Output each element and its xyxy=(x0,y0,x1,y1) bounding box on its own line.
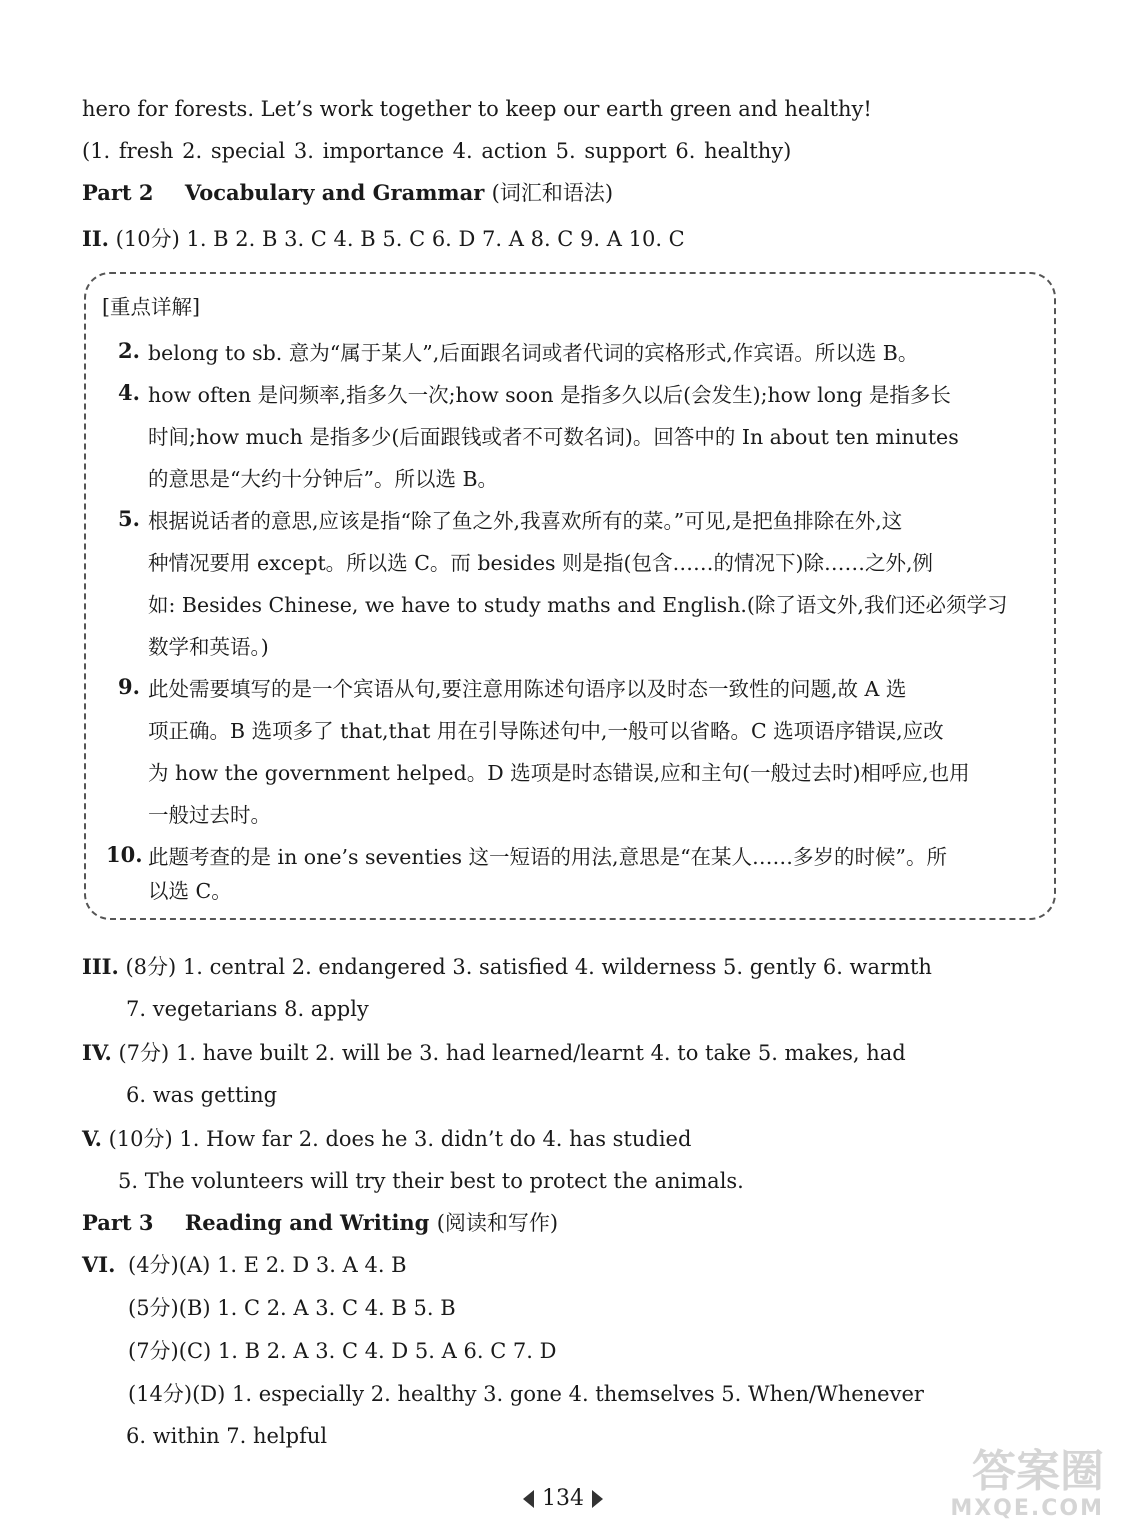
answer-line: (1. fresh 2. special 3. importance 4. action 5. support 6. healthy) xyxy=(82,139,792,163)
answer-list: 1. How far 2. does he 3. didn’t do 4. has studied xyxy=(179,1127,692,1151)
question-label: VI. xyxy=(82,1252,116,1277)
answer-list: 1. B 2. B 3. C 4. B 5. C 6. D 7. A 8. C 9. A 10. C xyxy=(186,227,685,251)
part-label: Part 2 xyxy=(82,180,154,205)
item-number: 10. xyxy=(106,842,143,867)
explanation-title: [重点详解] xyxy=(102,295,200,319)
question-label: IV. xyxy=(82,1040,112,1065)
question-score: (10分) xyxy=(108,1127,173,1151)
question-block xyxy=(82,1124,691,1154)
answer-list: (5分)(B) 1. C 2. A 3. C 4. B 5. B xyxy=(128,1296,456,1320)
item-number: 4. xyxy=(118,380,140,405)
part-title: Vocabulary and Grammar xyxy=(184,180,485,205)
item-number: 5. xyxy=(118,506,140,531)
section-heading xyxy=(82,1208,558,1238)
answer-list: (4分)(A) 1. E 2. D 3. A 4. B xyxy=(128,1253,407,1277)
question-score: (8分) xyxy=(125,955,177,979)
explanation-line: 种情况要用 except。所以选 C。而 besides 则是指(包含……的情况下)除……之外,例 xyxy=(148,551,934,575)
watermark-logo xyxy=(924,1448,1104,1528)
explanation-line: 项正确。B 选项多了 that,that 用在引导陈述句中,一般可以省略。C 选项语序错误,应改 xyxy=(148,719,944,743)
section-heading xyxy=(82,178,613,208)
explanation-line: 的意思是“大约十分钟后”。所以选 B。 xyxy=(148,467,499,491)
part-title-cn: (阅读和写作) xyxy=(436,1211,559,1235)
text-line: hero for forests. Let’s work together to keep our earth green and healthy! xyxy=(82,97,872,121)
answer-list: 7. vegetarians 8. apply xyxy=(126,997,369,1021)
part-title-cn: (词汇和语法) xyxy=(491,181,614,205)
answer-list: (14分)(D) 1. especially 2. healthy 3. gone 4. themselves 5. When/Whenever xyxy=(128,1382,924,1406)
question-block xyxy=(82,224,685,254)
explanation-line: 一般过去时。 xyxy=(148,803,271,827)
right-arrow-icon xyxy=(592,1490,603,1508)
explanation-line: 以选 C。 xyxy=(148,879,232,903)
left-arrow-icon xyxy=(523,1490,534,1508)
explanation-line: 此处需要填写的是一个宾语从句,要注意用陈述句语序以及时态一致性的问题,故 A 选 xyxy=(148,677,907,701)
answer-list: 1. central 2. endangered 3. satisfied 4. wilderness 5. gently 6. warmth xyxy=(182,955,932,979)
explanation-line: 根据说话者的意思,应该是指“除了鱼之外,我喜欢所有的菜。”可见,是把鱼排除在外,这 xyxy=(148,509,903,533)
item-number: 9. xyxy=(118,674,140,699)
explanation-line: 时间;how much 是指多少(后面跟钱或者不可数名词)。回答中的 In about ten minutes xyxy=(148,425,959,449)
question-score: (7分) xyxy=(118,1041,170,1065)
question-label: III. xyxy=(82,954,119,979)
watermark-url: MXQE.COM xyxy=(950,1496,1104,1521)
part-title: Reading and Writing xyxy=(184,1210,430,1235)
explanation-line: 数学和英语。) xyxy=(148,635,269,659)
explanation-line: belong to sb. 意为“属于某人”,后面跟名词或者代词的宾格形式,作宾语。所以选 B。 xyxy=(148,341,919,365)
explanation-line: 此题考查的是 in one’s seventies 这一短语的用法,意思是“在某人……多岁的时候”。所 xyxy=(148,845,948,869)
question-score: (10分) xyxy=(115,227,180,251)
answer-list: 6. within 7. helpful xyxy=(126,1424,328,1448)
question-block xyxy=(82,952,932,982)
answer-list: 5. The volunteers will try their best to protect the animals. xyxy=(118,1169,744,1193)
question-block xyxy=(82,1038,906,1068)
explanation-line: 为 how the government helped。D 选项是时态错误,应和主句(一般过去时)相呼应,也用 xyxy=(148,761,970,785)
item-number: 2. xyxy=(118,338,140,363)
answer-list: (7分)(C) 1. B 2. A 3. C 4. D 5. A 6. C 7. D xyxy=(128,1339,557,1363)
watermark-text: 答案圈 xyxy=(972,1446,1104,1497)
explanation-line: how often 是问频率,指多久一次;how soon 是指多久以后(会发生);how long 是指多长 xyxy=(148,383,951,407)
page-number-text: 134 xyxy=(542,1486,584,1511)
answer-list: 6. was getting xyxy=(126,1083,278,1107)
answer-list: 1. have built 2. will be 3. had learned/learnt 4. to take 5. makes, had xyxy=(175,1041,906,1065)
explanation-line: 如: Besides Chinese, we have to study maths and English.(除了语文外,我们还必须学习 xyxy=(148,593,1008,617)
question-label: II. xyxy=(82,226,109,251)
part-label: Part 3 xyxy=(82,1210,154,1235)
question-label: V. xyxy=(82,1126,102,1151)
